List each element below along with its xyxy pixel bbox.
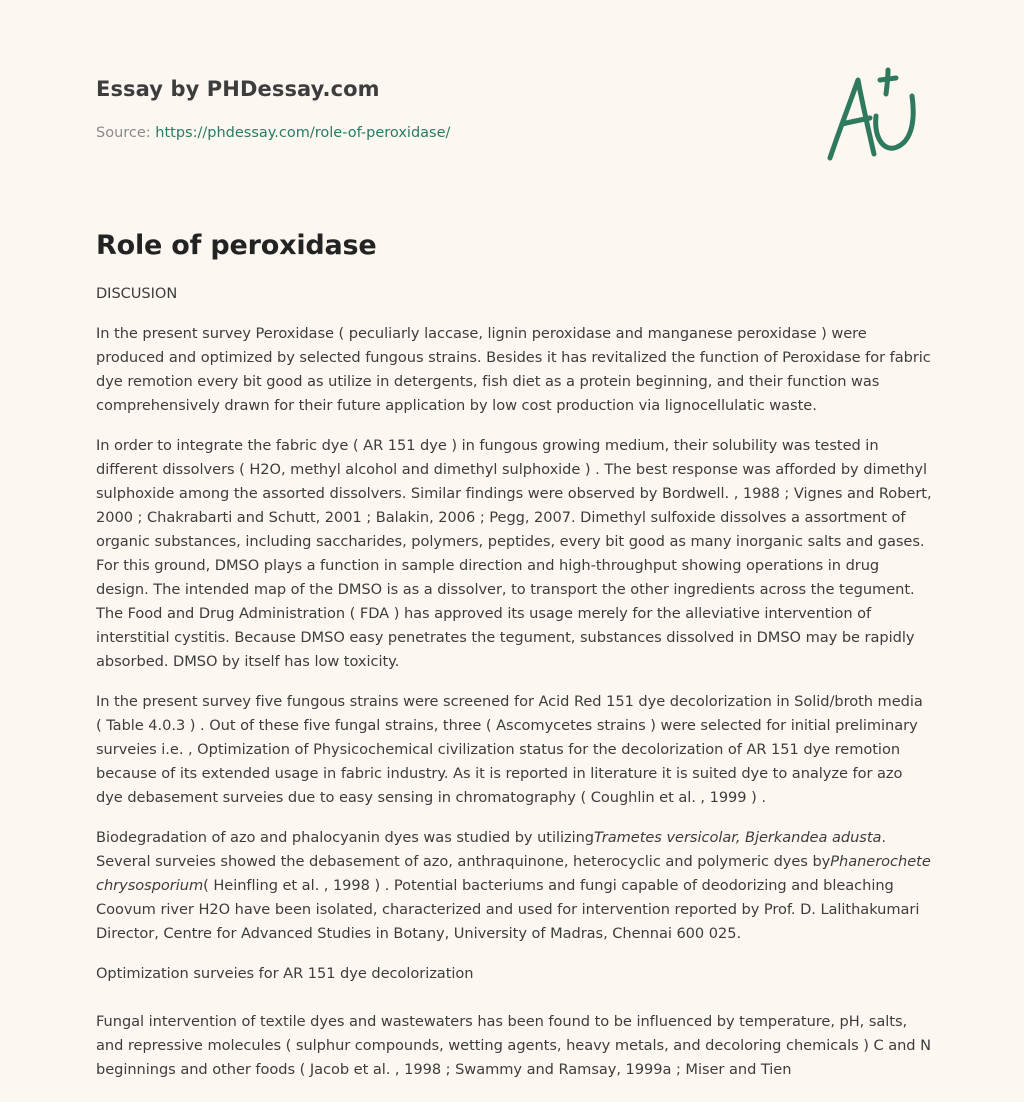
species-names-italic: Trametes versicolar, Bjerkandea adusta [594,829,882,846]
a-plus-logo-icon [820,66,930,166]
species-name-italic: Phanerochete chrysosporium [96,853,931,894]
source-line [96,123,816,143]
source-label: Source: [96,125,151,141]
paragraph-4-text-a: Biodegradation of azo and phalocyanin dyes was studied by utilizing [96,829,595,846]
site-title: Essay by PHDessay.com [96,77,380,101]
paragraph-3: In the present survey five fungous strains were screened for Acid Red 151 dye decolorization in Solid/broth media ( Table 4.0.3 ) . Out of these five fungal strains, three ( Ascomycetes strains ) were selected for initial preliminary surveies i.e. , Optimization of Physicochemical civilization status for the decolorization of AR 151 dye remotion because of its extended usage in fabric industry. As it is reported in literature it is suited dye to analyze for azo dye debasement surveies due to easy sensing in chromatography ( Coughlin et al. , 1999 ) . [96,693,923,806]
paragraph-5: Fungal intervention of textile dyes and wastewaters has been found to be influenced by temperature, pH, salts, and repressive molecules ( sulphur compounds, wetting agents, heavy metals, and decoloring chemicals ) C and N beginnings and other foods ( Jacob et al. , 1998 ; Swammy and Ramsay, 1999a ; Miser and Tien [96,1013,931,1078]
article [96,226,932,1098]
page-header [96,74,816,143]
paragraph-4-text-c: ( Heinfling et al. , 1998 ) . Potential bacteriums and fungi capable of deodorizing and bleaching Coovum river H2O have been isolated, characterized and used for intervention reported by Prof. D. Lalithakumari Director, Centre for Advanced Studies in Botany, University of Madras, Chennai 600 025. [96,877,920,942]
subheading: Optimization surveies for AR 151 dye decolorization [96,965,474,982]
source-link[interactable]: https://phdessay.com/role-of-peroxidase/ [155,125,451,141]
paragraph-4 [96,826,932,946]
paragraph-2: In order to integrate the fabric dye ( AR 151 dye ) in fungous growing medium, their solubility was tested in different dissolvers ( H2O, methyl alcohol and dimethyl sulphoxide ) . The best response was afforded by dimethyl sulphoxide among the assorted dissolvers. Similar findings were observed by Bordwell. , 1988 ; Vignes and Robert, 2000 ; Chakrabarti and Schutt, 2001 ; Balakin, 2006 ; Pegg, 2007. Dimethyl sulfoxide dissolves a assortment of organic substances, including saccharides, polymers, peptides, every bit good as many inorganic salts and gases. For this ground, DMSO plays a function in sample direction and high-throughput showing operations in drug design. The intended map of the DMSO is as a dissolver, to transport the other ingredients across the tegument. The Food and Drug Administration ( FDA ) has approved its usage merely for the alleviative intervention of interstitial cystitis. Because DMSO easy penetrates the tegument, substances dissolved in DMSO may be rapidly absorbed. DMSO by itself has low toxicity. [96,437,932,670]
article-title: Role of peroxidase [96,230,377,261]
paragraph-1: In the present survey Peroxidase ( peculiarly laccase, lignin peroxidase and manganese peroxidase ) were produced and optimized by selected fungous strains. Besides it has revitalized the function of Peroxidase for fabric dye remotion every bit good as utilize in detergents, fish diet as a protein beginning, and their function was comprehensively drawn for their future application by low cost production via lignocellulatic waste. [96,325,931,414]
paragraph-4-text-b: . Several surveies showed the debasement of azo, anthraquinone, heterocyclic and polymeric dyes by [96,829,886,870]
section-heading: DISCUSION [96,285,178,302]
